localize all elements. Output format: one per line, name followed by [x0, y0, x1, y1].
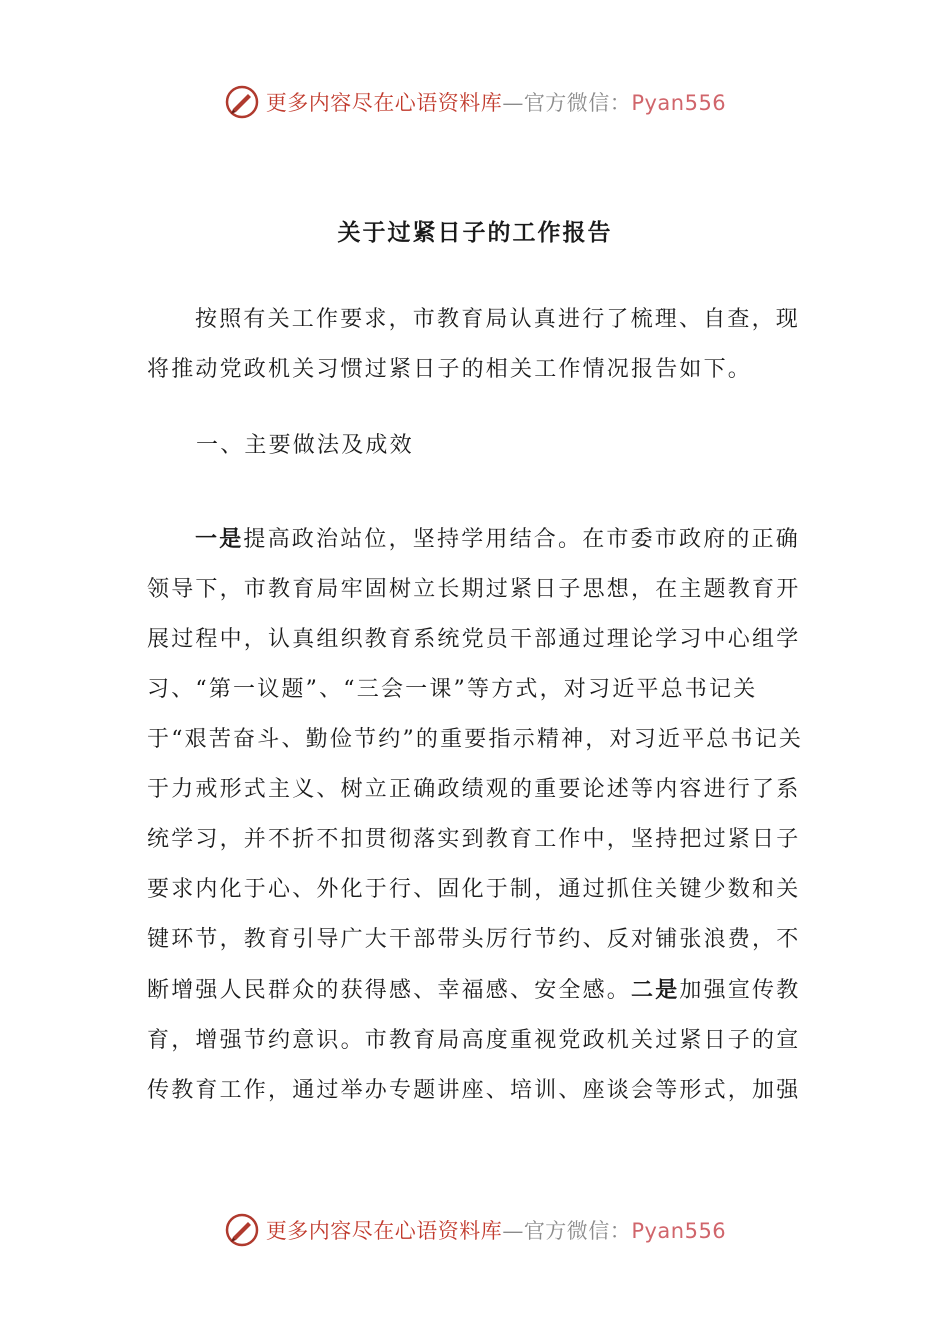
footer-watermark	[0, 1210, 950, 1250]
header-wechat-id: Pyan556	[631, 91, 727, 115]
section-heading: 一、主要做法及成效	[196, 433, 414, 458]
intro-paragraph: 按照有关工作要求，市教育局认真进行了梳理、自查，现将推动党政机关习惯过紧日子的相关工作情况报告如下。	[147, 307, 801, 382]
point2-lead: 二是	[631, 977, 680, 1003]
footer-wechat-id: Pyan556	[631, 1219, 727, 1243]
pen-logo-icon	[224, 1212, 260, 1248]
header-wechat-label: 官方微信：	[523, 91, 632, 115]
pen-logo-icon	[224, 84, 260, 120]
header-brand: 更多内容尽在心语资料库	[265, 91, 503, 115]
point1-text: 提高政治站位，坚持学用结合。在市委市政府的正确领导下，市教育局牢固树立长期过紧日子思想，在主题教育开展过程中，认真组织教育系统党员干部通过理论学习中心组学习、“第一议题”、“三会一课”等方式，对习近平总书记关于“艰苦奋斗、勤俭节约”的重要指示精神，对习近平总书记关于力戒形式主义、树立正确政绩观的重要论述等内容进行了系统学习，并不折不扣贯彻落实到教育工作中，坚持把过紧日子要求内化于心、外化于行、固化于制，通过抓住关键少数和关键环节，教育引导广大干部带头厉行节约、反对铺张浪费，不断增强人民群众的获得感、幸福感、安全感。	[147, 527, 804, 1003]
footer-brand: 更多内容尽在心语资料库	[265, 1219, 503, 1243]
body-paragraph	[147, 514, 807, 1116]
point2-text: 加强宣传教育，增强节约意识。市教育局高度重视党政机关过紧日子的宣传教育工作，通过举办专题讲座、培训、座谈会等形式，加强	[147, 978, 801, 1103]
point1-lead: 一是	[195, 526, 244, 552]
document-title: 关于过紧日子的工作报告	[337, 219, 613, 246]
header-dash: —	[502, 91, 524, 115]
footer-wechat-label: 官方微信：	[523, 1219, 632, 1243]
footer-dash: —	[502, 1219, 524, 1243]
header-watermark	[0, 82, 950, 122]
